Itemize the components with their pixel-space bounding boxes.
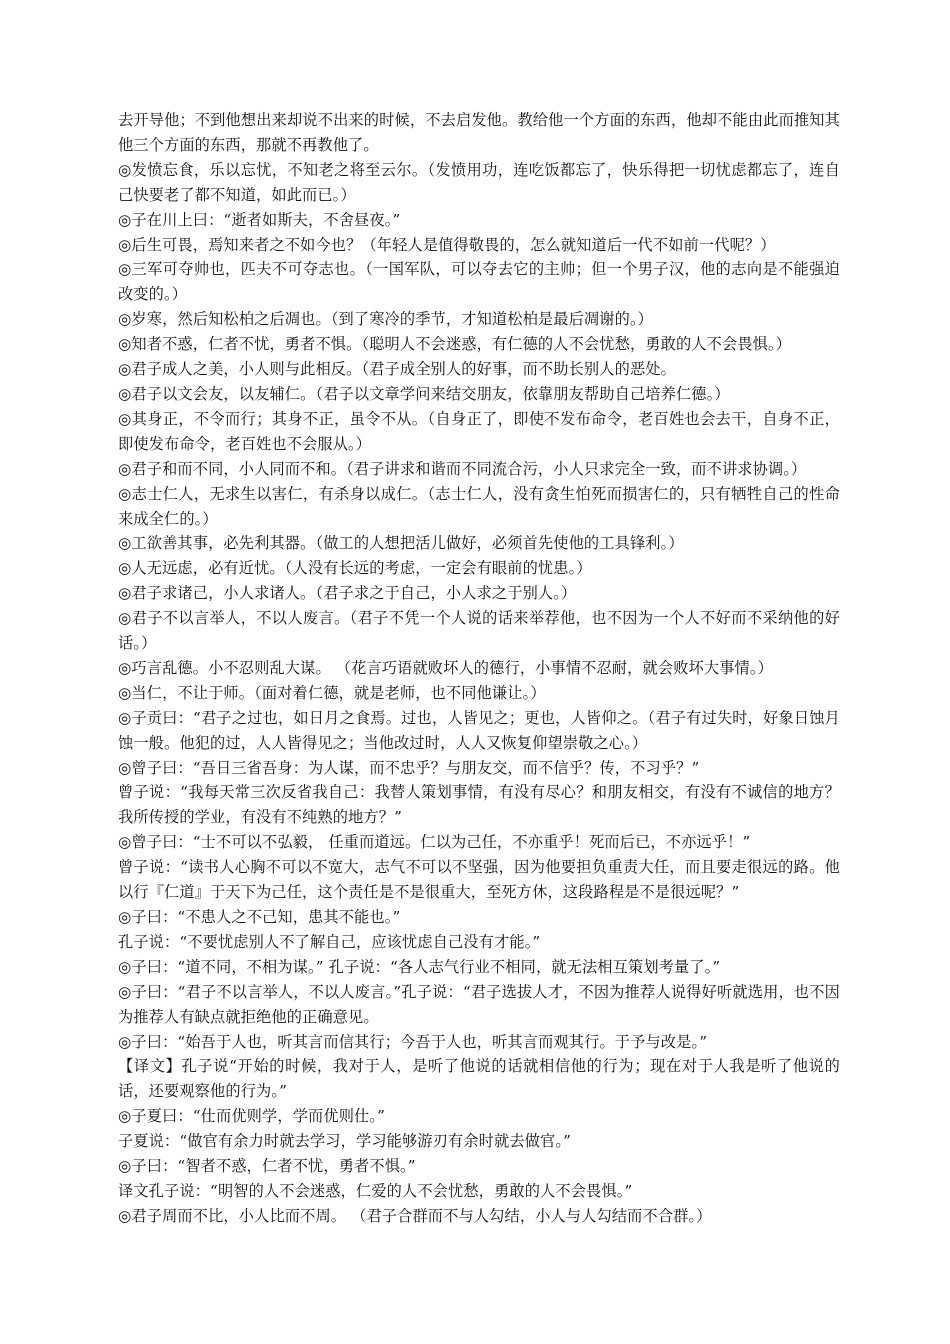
paragraph: ◎发愤忘食，乐以忘忧，不知老之将至云尔。（发愤用功，连吃饭都忘了，快乐得把一切忧虑都忘了，连自己快要老了都不知道，如此而已。） [118,160,840,204]
paragraph: ◎巧言乱德。小不忍则乱大谋。 （花言巧语就败坏人的德行，小事情不忍耐，就会败坏大事情。） [118,658,773,677]
paragraph: ◎子曰：“始吾于人也，听其言而信其行；今吾于人也，听其言而观其行。于予与改是。” [118,1032,708,1051]
paragraph: ◎当仁，不让于师。（面对着仁德，就是老师，也不同他谦让。） [118,683,546,702]
paragraph: ◎志士仁人，无求生以害仁，有杀身以成仁。（志士仁人，没有贪生怕死而损害仁的，只有牺牲自己的性命来成全仁的。） [118,484,840,528]
paragraph: 曾子说：“我每天常三次反省我自己：我替人策划事情，有没有尽心？和朋友相交，有没有不诚信的地方？我所传授的学业，有没有不纯熟的地方？” [118,783,840,827]
paragraph: 孔子说：“不要忧虑别人不了解自己，应该忧虑自己没有才能。” [118,932,541,951]
paragraph: ◎人无远虑，必有近忧。（人没有长远的考虑，一定会有眼前的忧患。） [118,559,592,578]
paragraph: ◎子在川上曰：“逝者如斯夫，不舍昼夜。” [118,210,401,229]
paragraph: ◎三军可夺帅也，匹夫不可夺志也。（一国军队，可以夺去它的主帅；但一个男子汉，他的志向是不能强迫改变的。） [118,260,840,304]
paragraph: 译文孔子说：“明智的人不会迷惑，仁爱的人不会忧愁，勇敢的人不会畏惧。” [118,1181,633,1200]
paragraph: ◎君子求诸己，小人求诸人。（君子求之于自己，小人求之于别人。） [118,584,577,603]
paragraph: ◎君子和而不同，小人同而不和。（君子讲求和谐而不同流合污，小人只求完全一致，而不讲求协调。） [118,459,807,478]
paragraph: ◎子夏曰：“仕而优则学，学而优则仕。” [118,1107,386,1126]
paragraph: ◎曾子曰：“士不可以不弘毅， 任重而道远。仁以为己任，不亦重乎！死而后已，不亦远乎！” [118,833,751,852]
paragraph: 子夏说：“做官有余力时就去学习，学习能够游刃有余时就去做官。” [118,1132,572,1151]
paragraph: ◎岁寒，然后知松柏之后凋也。（到了寒冷的季节，才知道松柏是最后凋谢的。） [118,310,654,329]
paragraph: ◎君子不以言举人，不以人废言。（君子不凭一个人说的话来举荐他，也不因为一个人不好而不采纳他的好话。） [118,609,840,653]
paragraph: ◎君子周而不比，小人比而不周。 （君子合群而不与人勾结，小人与人勾结而不合群。） [118,1206,712,1225]
document-body [118,108,840,1229]
paragraph: ◎子曰：“智者不惑，仁者不忧，勇者不惧。” [118,1157,416,1176]
paragraph: ◎子曰：“不患人之不己知，患其不能也。” [118,908,401,926]
paragraph: ◎子贡曰：“君子之过也，如日月之食焉。过也，人皆见之；更也，人皆仰之。（君子有过失时，好象日蚀月蚀一般。他犯的过，人人皆得见之；当他改过时，人人又恢复仰望崇敬之心。） [118,708,840,752]
paragraph: ◎后生可畏，焉知来者之不如今也？（年轻人是值得敬畏的，怎么就知道后一代不如前一代呢？） [118,235,776,254]
paragraph: ◎工欲善其事，必先利其器。（做工的人想把活儿做好，必须首先使他的工具锋利。） [118,534,684,553]
paragraph: ◎子曰：“君子不以言举人，不以人废言。”孔子说：“君子选拔人才，不因为推荐人说得好听就选用，也不因为推荐人有缺点就拒绝他的正确意见。 [118,982,840,1026]
paragraph: 【译文】孔子说“开始的时候，我对于人，是听了他说的话就相信他的行为；现在对于人我是听了他说的话，还要观察他的行为。” [118,1057,840,1101]
paragraph: ◎君子成人之美，小人则与此相反。（君子成全别人的好事，而不助长别人的恶处。 [118,360,676,379]
paragraph: ◎君子以文会友，以友辅仁。（君子以文章学问来结交朋友，依靠朋友帮助自己培养仁德。） [118,384,730,403]
paragraph: ◎子曰：“道不同，不相为谋。” 孔子说：“各人志气行业不相同，就无法相互策划考量了。” [118,957,721,976]
paragraph: 曾子说：“读书人心胸不可以不宽大，志气不可以不坚强，因为他要担负重责大任，而且要走很远的路。他以行『仁道』于天下为己任，这个责任是不是很重大，至死方休，这段路程是不是很远呢？” [118,858,840,902]
paragraph: ◎曾子曰：“吾日三省吾身：为人谋，而不忠乎？与朋友交，而不信乎？传，不习乎？” [118,758,700,777]
paragraph: ◎知者不惑，仁者不忧，勇者不惧。（聪明人不会迷惑，有仁德的人不会忧愁，勇敢的人不会畏惧。） [118,335,792,354]
paragraph: ◎其身正，不令而行；其身不正，虽令不从。（自身正了，即使不发布命令，老百姓也会去干，自身不正，即使发布命令，老百姓也不会服从。） [118,409,840,453]
paragraph: 去开导他；不到他想出来却说不出来的时候，不去启发他。教给他一个方面的东西，他却不能由此而推知其他三个方面的东西，那就不再教他了。 [118,111,840,154]
